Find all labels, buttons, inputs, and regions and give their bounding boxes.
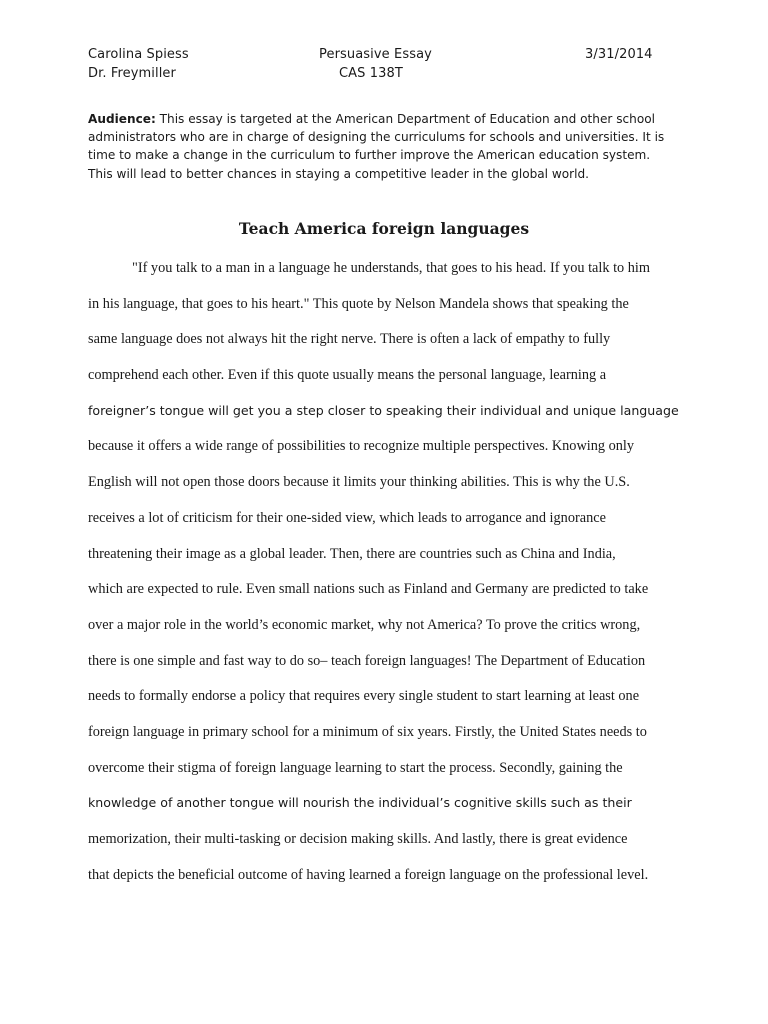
essay-body	[88, 253, 682, 895]
audience-paragraph	[88, 110, 676, 183]
audience-text: This essay is targeted at the American Department of Education and other school administrators who are in charge of designing the curriculums for schools and universities. It is time to make a change in the curriculum to further improve the American education system. This will lead to better chances in staying a competitive leader in the global world.	[88, 112, 665, 181]
body-line: memorization, their multi-tasking or decision making skills. And lastly, there is great evidence	[88, 831, 628, 847]
body-line: over a major role in the world’s economic market, why not America? To prove the critics wrong,	[88, 616, 641, 633]
audience-label: Audience:	[88, 112, 156, 126]
header-row-1	[88, 47, 668, 65]
body-line: same language does not always hit the right nerve. There is often a lack of empathy to fully	[88, 331, 611, 348]
body-line: foreign language in primary school for a minimum of six years. Firstly, the United States needs to	[88, 723, 647, 740]
body-line: in his language, that goes to his heart." This quote by Nelson Mandela shows that speaking the	[88, 295, 629, 312]
body-line: that depicts the beneficial outcome of having learned a foreign language on the professional level.	[88, 866, 649, 883]
header-row-2	[88, 66, 668, 84]
course-code: CAS 138T	[339, 66, 403, 81]
body-line: comprehend each other. Even if this quote usually means the personal language, learning a	[88, 367, 607, 384]
body-line: because it offers a wide range of possibilities to recognize multiple perspectives. Knowing only	[88, 438, 635, 455]
essay-title: Teach America foreign languages	[238, 219, 530, 238]
body-line: "If you talk to a man in a language he understands, that goes to his head. If you talk to him	[132, 260, 651, 276]
body-line: there is one simple and fast way to do so– teach foreign languages! The Department of Education	[88, 652, 646, 669]
essay-type: Persuasive Essay	[319, 47, 432, 62]
body-line: which are expected to rule. Even small nations such as Finland and Germany are predicted to take	[88, 581, 649, 598]
author-name: Carolina Spiess	[88, 47, 189, 62]
body-line: knowledge of another tongue will nourish the individual’s cognitive skills such as their	[88, 795, 632, 811]
body-line: threatening their image as a global leader. Then, there are countries such as China and India,	[88, 545, 616, 562]
body-line: foreigner’s tongue will get you a step closer to speaking their individual and unique language	[88, 402, 679, 418]
body-line: overcome their stigma of foreign language learning to start the process. Secondly, gaining the	[88, 759, 623, 776]
body-line: receives a lot of criticism for their one-sided view, which leads to arrogance and ignorance	[88, 509, 606, 526]
essay-date: 3/31/2014	[585, 47, 653, 62]
instructor-name: Dr. Freymiller	[88, 66, 176, 81]
body-line: English will not open those doors because it limits your thinking abilities. This is why the U.S.	[88, 474, 630, 491]
body-line: needs to formally endorse a policy that requires every single student to start learning at least one	[88, 688, 640, 705]
